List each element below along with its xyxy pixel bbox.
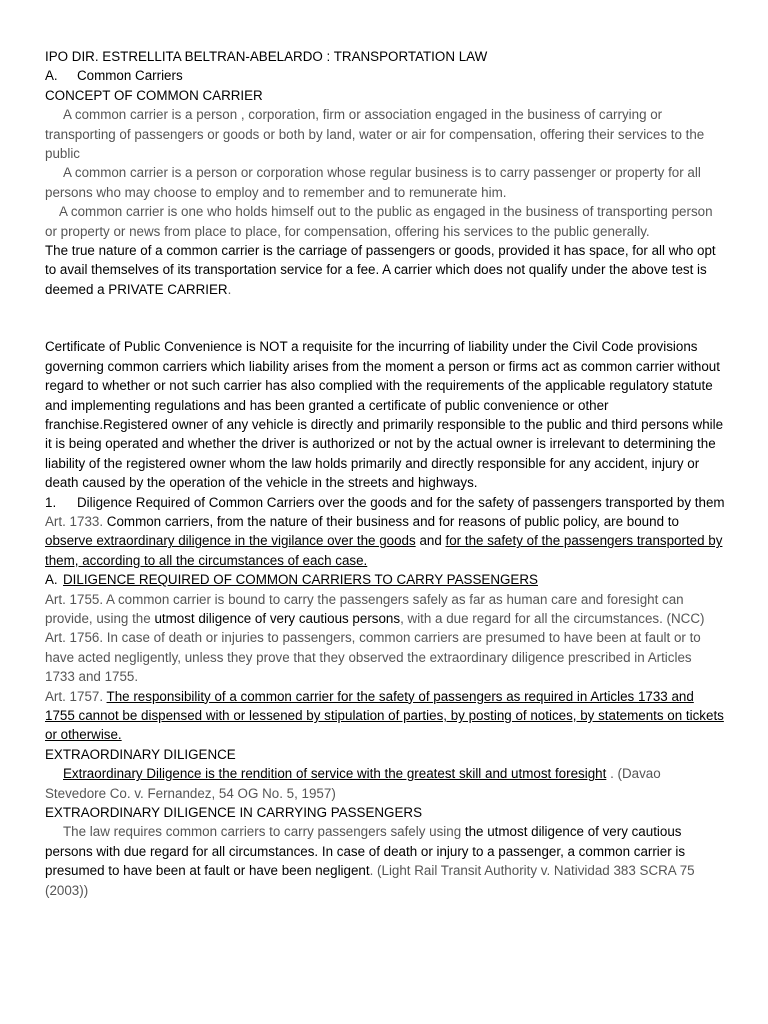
section-heading-common-carriers (45, 66, 725, 85)
art-1755-text: Art. 1755. A common carrier is bound to carry the passengers safely as far as human care and foresight can provide, using the (45, 591, 684, 626)
art-1733-label: Art. 1733. (45, 513, 104, 529)
art-1757-label: Art. 1757. (45, 688, 104, 704)
true-nature-paragraph (45, 241, 725, 299)
art-1757-paragraph (45, 687, 725, 745)
subsection-a-title: DILIGENCE REQUIRED OF COMMON CARRIERS TO CARRY PASSENGERS (63, 572, 538, 588)
carrying-passengers-bold: the utmost diligence of very cautious persons with due regard for all circumstances. In case of death or injury to a passenger, a common carrier is presumed to have been at fault or have been negligent (45, 824, 686, 879)
section-title: Common Carriers (77, 68, 183, 84)
art-1733-paragraph (45, 512, 725, 570)
carrying-passengers-heading: EXTRAORDINARY DILIGENCE IN CARRYING PASSENGERS (45, 805, 423, 821)
item-1-text: Diligence Required of Common Carriers over the goods and for the safety of passengers transported by them (77, 494, 725, 510)
art-1757-text: The responsibility of a common carrier for the safety of passengers as required in Articles 1733 and 1755 cannot be dispensed with or lessened by stipulation of parties, by posting of notices, by statements on tickets or otherwise. (45, 688, 724, 743)
certificate-paragraph: Certificate of Public Convenience is NOT a requisite for the incurring of liability under the Civil Code provisions governing common carriers which liability arises from the moment a person or firms act as common carrier without regard to whether or not such carrier has also complied with the requirements of the applicable regulatory statute and implementing regulations and has been granted a certificate of public convenience or other franchise.Registered owner of any vehicle is directly and primarily responsible to the public and third persons while it is being operated and whether the driver is authorized or not by the actual owner is irrelevant to determining the liability of the registered owner whom the law holds primarily and directly responsible for any accident, injury or death caused by the operation of the vehicle in the streets and highways. (45, 339, 724, 491)
carrying-passengers-paragraph (45, 822, 725, 900)
extraordinary-diligence-paragraph (45, 764, 725, 803)
item-1-number: 1. (45, 494, 57, 510)
art-1756-paragraph: Art. 1756. In case of death or injuries to passengers, common carriers are presumed to have been at fault or to have acted negligently, unless they prove that they observed the extraordinary diligence prescribed in Articles 1733 and 1755. (45, 630, 701, 685)
art-1733-underline-2: for the safety of the passengers transported by them, according to all the circumstances of each case. (45, 533, 723, 568)
definition-2: A common carrier is a person or corporation whose regular business is to carry passenger or property for all persons who may choose to employ and to remember and to remunerate him. (45, 165, 701, 200)
extraordinary-diligence-citation: . (Davao Stevedore Co. v. Fernandez, 54 OG No. 5, 1957) (45, 766, 661, 801)
art-1733-and: and (419, 533, 442, 549)
section-letter: A. (45, 68, 58, 84)
art-1733-underline-1: observe extraordinary diligence in the vigilance over the goods (45, 533, 416, 549)
true-nature-text: The true nature of a common carrier is the carriage of passengers or goods, provided it has space, for all who opt to avail themselves of its transportation service for a fee. A carrier which does not qualify under the above test is deemed a PRIVATE CARRIER (45, 243, 716, 297)
document-title: IPO DIR. ESTRELLITA BELTRAN-ABELARDO : TRANSPORTATION LAW (45, 49, 488, 64)
subsection-a-heading (45, 570, 725, 589)
carrying-passengers-text: The law requires common carriers to carry passengers safely using (63, 824, 462, 840)
carrying-passengers-citation: . (Light Rail Transit Authority v. Natividad 383 SCRA 75 (2003)) (45, 863, 695, 898)
document-page (45, 47, 725, 900)
extraordinary-diligence-heading: EXTRAORDINARY DILIGENCE (45, 746, 236, 762)
paragraph-spacer (45, 299, 725, 337)
extraordinary-diligence-definition: Extraordinary Diligence is the rendition of service with the greatest skill and utmost foresight (63, 766, 607, 782)
subsection-a-letter: A. (45, 572, 58, 588)
item-1-heading (45, 493, 725, 512)
art-1755-paragraph (45, 590, 725, 629)
concept-heading: CONCEPT OF COMMON CARRIER (45, 87, 263, 103)
art-1755-tail: , with a due regard for all the circumstances. (NCC) (400, 610, 705, 626)
true-nature-end: . (227, 281, 232, 297)
definition-3: A common carrier is one who holds himself out to the public as engaged in the business of transporting person or property or news from place to place, for compensation, offering his services to the public generally. (45, 204, 713, 239)
art-1755-bold: utmost diligence of very cautious persons (154, 610, 401, 626)
art-1733-text: Common carriers, from the nature of their business and for reasons of public policy, are bound to (106, 513, 679, 529)
definition-1: A common carrier is a person , corporation, firm or association engaged in the business of carrying or transporting of passengers or goods or both by land, water or air for compensation, offering their services to the public (45, 107, 705, 162)
